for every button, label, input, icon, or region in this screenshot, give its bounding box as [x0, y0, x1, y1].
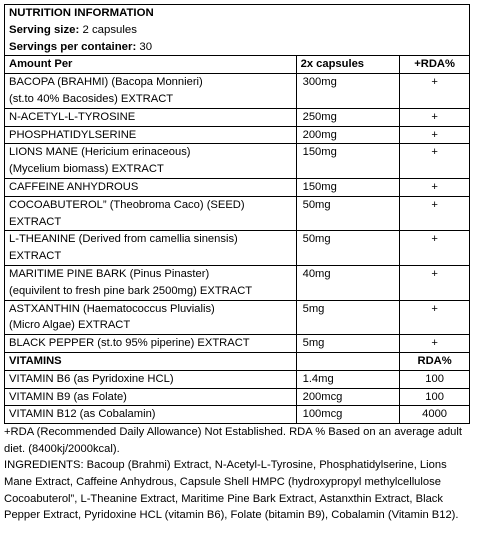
ingredient-rda	[400, 178, 470, 196]
ingredient-name-text: MARITIME PINE BARK (Pinus Pinaster) (equivilent to fresh pine bark 2500mg) EXTRACT	[9, 267, 253, 297]
ingredient-name-text: COCOABUTEROL” (Theobroma Caco) (SEED) EXTRACT	[9, 198, 245, 228]
ingredient-rda	[400, 144, 470, 179]
column-header-dose: 2x capsules	[296, 56, 400, 74]
vitamin-name-text: VITAMIN B6 (as Pyridoxine HCL)	[9, 372, 174, 385]
ingredient-name	[5, 231, 297, 266]
ingredients-list: INGREDIENTS: Bacoup (Brahmi) Extract, N-Acetyl-L-Tyrosine, Phosphatidylserine, Lions Mane Extract, Caffeine Anhydrous, Capsule Shell HMPC (hydroxypropyl methylcellulose Cocoabuterol”, L-Theanine Extract, Maritime Pine Bark Extract, Astanxthin Extract, Black Pepper Extract, Pyridoxine HCL (vitamin B6), Folate (bitamin B9), Cobalamin (Vitamin B12).	[4, 459, 459, 522]
ingredient-name-text: ASTXANTHIN (Haematococcus Pluvialis) (Micro Algae) EXTRACT	[9, 302, 215, 332]
vitamin-row	[5, 388, 470, 406]
ingredient-amount-text: 5mg	[302, 337, 325, 350]
ingredient-amount-text: 200mg	[302, 128, 337, 141]
ingredient-amount-text: 150mg	[302, 180, 337, 193]
ingredient-amount	[296, 335, 400, 353]
vitamin-amount-text: 100mcg	[302, 408, 343, 421]
ingredient-name-text: N-ACETYL-L-TYROSINE	[9, 110, 136, 123]
vitamin-row	[5, 406, 470, 424]
vitamin-amount-text: 200mcg	[302, 390, 343, 403]
vitamins-header-rda	[400, 352, 470, 370]
vitamin-name	[5, 406, 297, 424]
ingredient-rda	[400, 335, 470, 353]
ingredient-rda	[400, 126, 470, 144]
ingredient-row	[5, 108, 470, 126]
vitamin-row	[5, 370, 470, 388]
ingredient-row	[5, 178, 470, 196]
ingredient-name	[5, 265, 297, 300]
ingredient-name	[5, 335, 297, 353]
ingredient-rda-text: +	[431, 302, 438, 315]
ingredient-amount	[296, 74, 400, 109]
ingredient-amount	[296, 300, 400, 335]
vitamin-amount	[296, 406, 400, 424]
ingredient-rda	[400, 265, 470, 300]
vitamin-rda-text: 4000	[422, 408, 448, 421]
vitamins-header-rda-text: RDA%	[417, 354, 452, 367]
ingredient-amount-text: 40mg	[302, 267, 331, 280]
ingredient-rda	[400, 108, 470, 126]
ingredient-amount	[296, 265, 400, 300]
ingredient-name	[5, 196, 297, 231]
column-header-row	[5, 56, 470, 74]
ingredient-rda	[400, 74, 470, 109]
ingredient-name-text: LIONS MANE (Hericium erinaceous) (Mycelium biomass) EXTRACT	[9, 146, 191, 176]
ingredient-amount	[296, 196, 400, 231]
vitamin-name-text: VITAMIN B9 (as Folate)	[9, 390, 127, 403]
ingredient-rda-text: +	[431, 267, 438, 280]
ingredient-amount	[296, 178, 400, 196]
ingredient-amount	[296, 144, 400, 179]
vitamin-amount	[296, 388, 400, 406]
column-header-amount-per: Amount Per	[5, 56, 297, 74]
ingredient-rda-text: +	[431, 76, 438, 89]
vitamins-header-row	[5, 352, 470, 370]
vitamin-rda	[400, 370, 470, 388]
vitamin-rda	[400, 406, 470, 424]
ingredient-name	[5, 300, 297, 335]
ingredient-name	[5, 74, 297, 109]
ingredient-amount-text: 150mg	[302, 146, 337, 159]
servings-per-container: Servings per container: 30	[9, 40, 153, 53]
ingredient-rda	[400, 300, 470, 335]
vitamin-name	[5, 370, 297, 388]
table-header-block	[5, 5, 470, 56]
ingredient-name-text: CAFFEINE ANHYDROUS	[9, 180, 139, 193]
vitamin-amount-text: 1.4mg	[302, 372, 334, 385]
serving-size: Serving size: 2 capsules	[9, 23, 137, 36]
vitamins-header-label	[5, 352, 297, 370]
ingredient-amount-text: 5mg	[302, 302, 325, 315]
footnote-section	[4, 424, 474, 524]
vitamin-name	[5, 388, 297, 406]
vitamin-amount	[296, 370, 400, 388]
ingredient-row	[5, 300, 470, 335]
vitamin-rda	[400, 388, 470, 406]
ingredient-name	[5, 126, 297, 144]
vitamins-header-blank	[296, 352, 400, 370]
ingredient-name-text: PHOSPHATIDYLSERINE	[9, 128, 137, 141]
ingredient-row	[5, 144, 470, 179]
ingredient-row	[5, 196, 470, 231]
vitamin-rda-text: 100	[425, 372, 444, 385]
ingredient-rda	[400, 196, 470, 231]
ingredient-amount	[296, 231, 400, 266]
ingredient-rda-text: +	[431, 198, 438, 211]
ingredient-amount-text: 50mg	[302, 233, 331, 246]
ingredient-rda-text: +	[431, 128, 438, 141]
panel-title: NUTRITION INFORMATION	[9, 7, 154, 19]
nutrition-table	[4, 4, 470, 424]
ingredient-name-text: L-THEANINE (Derived from camellia sinensis) EXTRACT	[9, 233, 238, 263]
ingredient-rda-text: +	[431, 110, 438, 123]
ingredient-rda-text: +	[431, 233, 438, 246]
ingredient-row	[5, 265, 470, 300]
vitamins-header-label-text: VITAMINS	[9, 354, 62, 367]
ingredient-amount	[296, 126, 400, 144]
ingredient-amount-text: 250mg	[302, 110, 337, 123]
ingredient-name-text: BACOPA (BRAHMI) (Bacopa Monnieri) (st.to 40% Bacosides) EXTRACT	[9, 76, 203, 105]
ingredient-name	[5, 108, 297, 126]
ingredient-name	[5, 144, 297, 179]
ingredient-row	[5, 126, 470, 144]
ingredient-amount-text: 300mg	[302, 76, 337, 89]
ingredient-amount-text: 50mg	[302, 198, 331, 211]
ingredient-row	[5, 74, 470, 109]
ingredient-name-text: BLACK PEPPER (st.to 95% piperine) EXTRACT	[9, 337, 250, 350]
ingredient-rda-text: +	[431, 337, 438, 350]
ingredient-rda-text: +	[431, 180, 438, 193]
rda-footnote: +RDA (Recommended Daily Allowance) Not Established. RDA % Based on an average adult diet. (8400kj/2000kcal).	[4, 426, 462, 455]
vitamin-name-text: VITAMIN B12 (as Cobalamin)	[9, 408, 156, 421]
ingredient-rda	[400, 231, 470, 266]
ingredient-row	[5, 335, 470, 353]
ingredient-row	[5, 231, 470, 266]
ingredient-name	[5, 178, 297, 196]
ingredient-amount	[296, 108, 400, 126]
ingredient-rda-text: +	[431, 146, 438, 159]
vitamin-rda-text: 100	[425, 390, 444, 403]
column-header-rda: +RDA%	[400, 56, 470, 74]
